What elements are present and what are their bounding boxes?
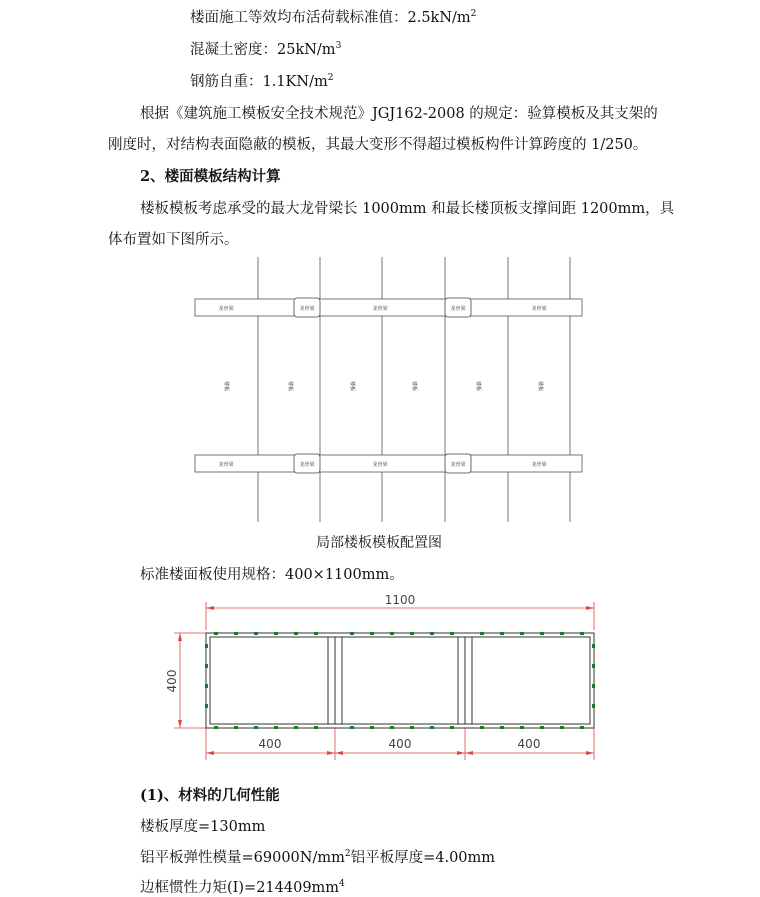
beam-label: 龙骨梁 — [299, 462, 315, 468]
segment-label: 400 — [388, 737, 412, 751]
rebar-weight-text: 钢筋自重：1.1KN/m — [190, 74, 328, 90]
section2-heading: 2、楼面模板结构计算 — [140, 168, 281, 185]
inertia-exponent: 4 — [339, 879, 345, 890]
panel-label: 楼板 — [475, 380, 481, 392]
height-label: 400 — [165, 669, 179, 693]
beam-label: 龙骨梁 — [372, 462, 388, 468]
panel-label: 楼板 — [411, 380, 417, 392]
spec-line: 标准楼面板使用规格：400×1100mm。 — [140, 567, 404, 583]
live-load-exponent: 2 — [470, 9, 477, 20]
modulus-exponent: 2 — [344, 849, 351, 860]
panel-label: 楼板 — [349, 380, 355, 392]
inertia-text: 边框惯性力矩(I)=214409mm — [140, 880, 340, 896]
concrete-density-line — [190, 38, 341, 59]
live-load-line — [190, 6, 476, 27]
segment-label: 400 — [258, 737, 282, 751]
dimension-arrows — [178, 606, 594, 755]
rivet-marks — [205, 632, 595, 729]
section2-line2: 体布置如下图所示。 — [108, 232, 239, 248]
beam-label: 龙骨梁 — [531, 462, 547, 468]
concrete-density-text: 混凝土密度：25kN/m — [190, 42, 336, 58]
connector-boxes — [294, 298, 471, 473]
formwork-layout-diagram — [190, 252, 590, 527]
panel-label: 楼板 — [537, 380, 543, 392]
concrete-density-exponent: 3 — [335, 41, 342, 52]
rebar-weight-line — [190, 70, 333, 91]
modulus-text: 铝平板弹性模量=69000N/mm — [140, 850, 345, 866]
rebar-weight-exponent: 2 — [327, 73, 334, 84]
inertia-line — [140, 876, 345, 897]
top-beam-strip — [195, 299, 582, 316]
beam-label: 龙骨梁 — [218, 306, 234, 312]
geometry-heading: (1)、材料的几何性能 — [140, 787, 280, 804]
beam-label: 龙骨梁 — [299, 306, 315, 312]
live-load-text: 楼面施工等效均布活荷载标准值：2.5kN/m — [190, 10, 471, 26]
beam-label: 龙骨梁 — [450, 462, 466, 468]
beam-label: 龙骨梁 — [372, 306, 388, 312]
para1-line1: 根据《建筑施工模板安全技术规范》JGJ162-2008 的规定：验算模板及其支架的 — [140, 106, 658, 122]
panel-label: 楼板 — [287, 380, 293, 392]
bottom-beam-strip — [195, 455, 582, 472]
panel-outline — [206, 633, 594, 728]
panel-dimension-diagram — [160, 588, 610, 770]
total-width-label: 1100 — [384, 593, 416, 607]
modulus-line — [140, 846, 495, 867]
plate-thickness-text: 铝平板厚度=4.00mm — [350, 850, 496, 866]
slab-thickness: 楼板厚度=130mm — [140, 819, 266, 835]
panel-label: 楼板 — [223, 380, 229, 392]
section2-line1: 楼板模板考虑承受的最大龙骨梁长 1000mm 和最长楼顶板支撑间距 1200mm，具 — [140, 201, 675, 217]
beam-label: 龙骨梁 — [531, 306, 547, 312]
figure1-caption: 局部楼板模板配置图 — [316, 535, 442, 551]
beam-label: 龙骨梁 — [218, 462, 234, 468]
beam-label: 龙骨梁 — [450, 306, 466, 312]
segment-label: 400 — [517, 737, 541, 751]
para1-line2: 刚度时，对结构表面隐蔽的模板，其最大变形不得超过模板构件计算跨度的 1/250。 — [108, 137, 648, 153]
